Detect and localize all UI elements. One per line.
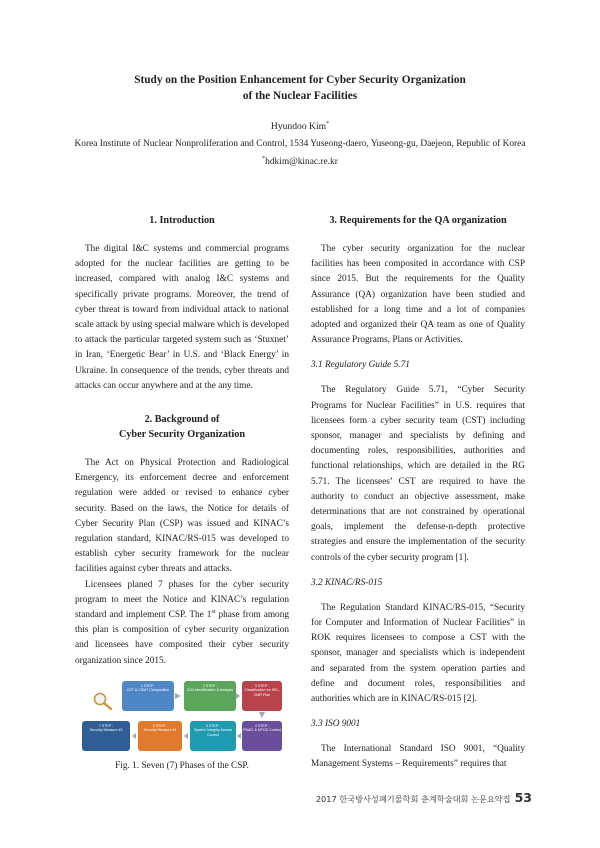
arrow-4-5 [237,733,241,739]
right-column [311,213,525,773]
phase-step-2: 2 STEP : CDA Identification & Analysis [184,681,236,711]
arrow-3-4 [259,712,265,718]
title-line-2: of the Nuclear Facilities [242,90,358,102]
phase-step-5: 5 STEP : System Integrity Access Control [190,721,236,751]
section-3-heading: 3. Requirements for the QA organization [329,215,507,226]
author-mark: * [326,120,330,127]
section-3-2-heading: 3.2 KINAC/RS-015 [311,577,383,588]
section-3-2-paragraph: The Regulation Standard KINAC/RS-015, “Security for Computer and Information of Nuclear Facilities” in ROK requires licensees to compose a CST with the sponsor, manager and specialists which is independent and separated from the system operation parties and define and document roles, responsibilities and authorities which are in KINAC/RS-015 [2]. [311,602,525,705]
title-line-1: Study on the Position Enhancement for Cyber Security Organization [134,74,466,86]
section-2-heading-line-2: Cyber Security Organization [118,429,245,441]
email-mark: * [262,155,266,162]
arrow-1-2 [175,693,181,699]
phase-step-3: 3 STEP : Classification for SEL, CMR Plan [242,681,282,711]
left-column [75,213,289,771]
phase-step-1: 1 STEP : CST & CSMT Composition [122,681,174,711]
section-3-paragraph: The cyber security organization for the nuclear facilities has been composited in accordance with CSP since 2015. But the requirements for the Quality Assurance (QA) organization have been studied and established for a long time and a lot of companies adopted and organized their QA team as one of Quality Assurance Programs, Plans or Activities. [311,244,525,346]
section-2-paragraph-2-b: phase from among this plan is composition of cyber security organization and licensees have composited their cyber security organization since 2015. [75,610,290,666]
author-name: Hyundoo Kim [270,121,327,132]
section-3-3-heading: 3.3 ISO 9001 [311,719,361,730]
phase-step-6: 6 STEP : Security Measure #1 [138,721,182,751]
email-address[interactable]: hdkim@kinac.re.kr [265,157,338,167]
email [0,157,600,167]
section-3-1-paragraph: The Regulatory Guide 5.71, “Cyber Security Programs for Nuclear Facilities” in U.S. requires that licensees form a cyber security team (CST) including sponsor, manager and specialists by defining and documenting roles, responsibilities, authorities and functional relationships, which are detailed in the RG 5.71. The licensees’ CST are required to have the authority to conduct an objective assessment, make determinations that are not constrained by operational goals, implement the defense-n-depth protective strategies and ensure the implementation of the security controls of the cyber security program [1]. [311,385,525,563]
author [0,121,600,132]
section-1-heading: 1. Introduction [149,215,215,226]
figure-arrows [82,681,282,753]
section-3-3-paragraph: The International Standard ISO 9001, “Quality Management Systems – Requirements” requires that [311,744,525,770]
figure-caption: Fig. 1. Seven (7) Phases of the CSP. [115,760,249,771]
section-1-paragraph: The digital I&C systems and commercial programs adopted for the nuclear facilities are getting to be increased, compared with analog I&C systems and specifically private programs. Moreover, the trend of cyber threat is toward from individual attack to national scale attack by using special malware which is developed to attack the particular targeted system such as ‘Stuxnet’ in Iran, ‘Energetic Bear’ in U.S. and ‘Black Energy’ in Ukraine. In consequence of the trends, cyber threats and attacks can occur anywhere and at the any time. [75,244,289,391]
arrow-5-6 [184,733,188,739]
arrow-6-7 [132,733,136,739]
phase-step-4: 4 STEP : PM&C & MTCD Control [242,721,282,751]
section-3-1-heading: 3.1 Regulatory Guide 5.71 [311,360,410,371]
footer-text: 2017 한국방사성폐기물학회 춘계학술대회 논문요약집 [315,794,511,804]
figure-csp-phases [82,681,282,753]
phase-step-7: 7 STEP : Security Measure #2 [82,721,130,751]
page-footer [316,790,532,805]
section-2-paragraph-2 [75,578,289,669]
paper-title [0,72,600,104]
page-number: 53 [514,790,532,805]
superscript-st: st [211,608,216,615]
section-2-paragraph-1: The Act on Physical Protection and Radiological Emergency, its enforcement decree and enforcement regulation were added or revised to enhance cyber security. Based on the laws, the Notice for details of Cyber Security Plan (CSP) was issued and KINAC’s regulation standard, KINAC/RS-015 was developed to establish cyber security framework for the nuclear facilities against cyber threats and attacks. [75,458,289,575]
affiliation: Korea Institute of Nuclear Nonproliferation and Control, 1534 Yuseong-daero, Yuseong-gu, Daejeon, Republic of Korea [74,139,526,149]
arrow-2-3 [236,693,240,699]
section-2-heading-line-1: 2. Background of [144,414,220,426]
section-2-paragraph-2-a: Licensees planed 7 phases for the cyber security program to meet the Notice and KINAC’s regulation standard and implement CSP. The 1 [75,579,289,621]
